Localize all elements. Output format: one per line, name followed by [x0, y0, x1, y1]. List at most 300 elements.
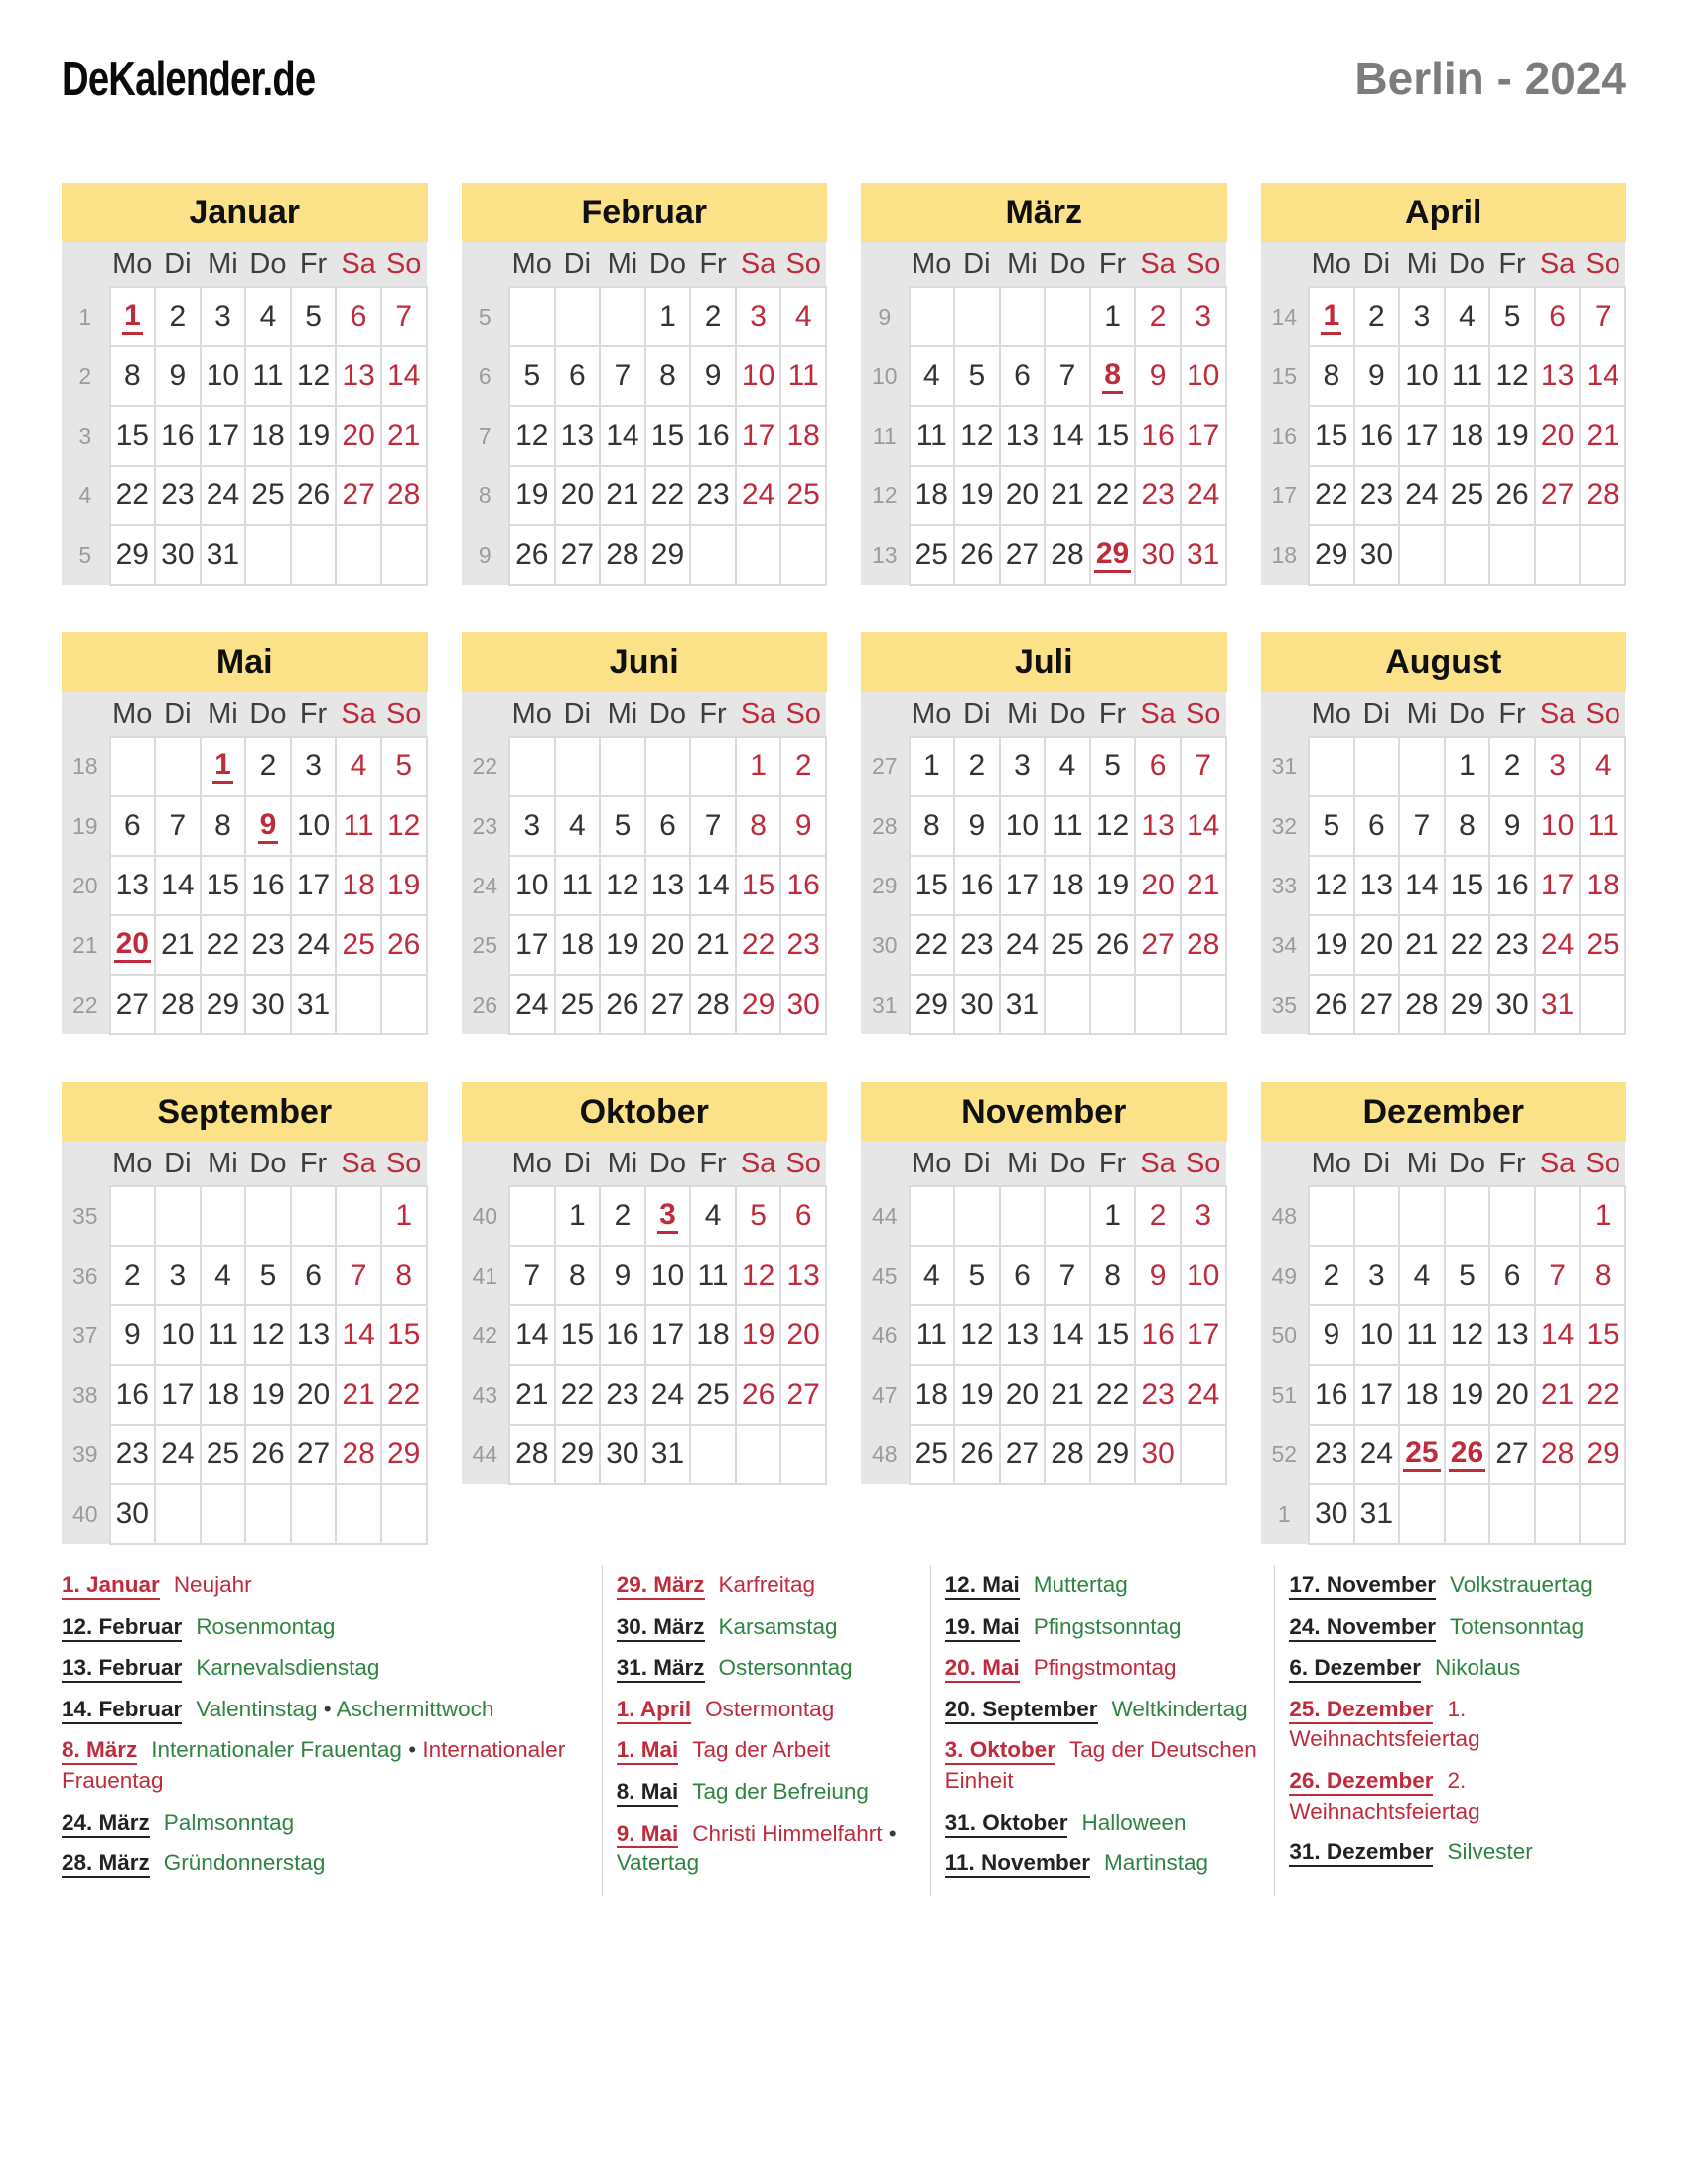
date-cell: 1 — [1090, 287, 1136, 346]
holiday-name: Karnevalsdienstag — [196, 1655, 380, 1681]
holiday-entry — [1289, 1695, 1615, 1755]
date-cell: 17 — [736, 406, 781, 466]
holiday-entry-date: 1. Januar — [62, 1572, 160, 1600]
date-cell: 15 — [1580, 1305, 1625, 1365]
date-cell: 20 — [1354, 915, 1400, 975]
holiday-entry-date: 11. November — [945, 1850, 1090, 1878]
weekday-header: Fr — [1090, 242, 1136, 287]
date-cell: 29 — [1090, 1425, 1136, 1484]
week-number-column-header — [462, 692, 510, 737]
date-cell: 26 — [1309, 975, 1354, 1034]
date-cell: 13 — [291, 1305, 337, 1365]
date-cell: 27 — [1489, 1425, 1535, 1484]
date-cell: 10 — [645, 1246, 691, 1305]
date-cell: 12 — [291, 346, 337, 406]
holiday-entry-date: 31. Dezember — [1289, 1840, 1433, 1867]
weekday-header: Fr — [1489, 242, 1535, 287]
date-cell: 30 — [1354, 525, 1400, 585]
date-cell: 21 — [600, 466, 645, 525]
weekday-header: Mi — [1000, 692, 1046, 737]
date-cell: 7 — [1181, 737, 1226, 796]
date-cell: 19 — [1309, 915, 1354, 975]
weekday-header: Sa — [1535, 1142, 1581, 1186]
week-number: 4 — [62, 466, 110, 525]
date-cell — [381, 1484, 427, 1544]
week-number: 51 — [1261, 1365, 1310, 1425]
weekday-header: Mi — [600, 692, 645, 737]
holiday-name: Vatertag — [616, 1850, 700, 1876]
date-cell: 22 — [1090, 466, 1136, 525]
date-cell: 21 — [1181, 856, 1226, 915]
public-holiday-date: 8 — [1102, 359, 1123, 395]
date-cell — [1045, 1186, 1090, 1246]
week-number: 46 — [861, 1305, 910, 1365]
date-cell: 26 — [1489, 466, 1535, 525]
date-cell: 11 — [1580, 796, 1625, 856]
date-cell: 21 — [1535, 1365, 1581, 1425]
date-cell: 26 — [381, 915, 427, 975]
date-cell: 18 — [910, 1365, 955, 1425]
site-logo[interactable]: DeKalender.de — [62, 53, 316, 106]
month-title: August — [1261, 632, 1627, 692]
date-cell: 23 — [1354, 466, 1400, 525]
holiday-name: Weltkindertag — [1111, 1696, 1248, 1721]
date-cell: 17 — [1181, 406, 1226, 466]
week-number: 3 — [62, 406, 110, 466]
date-cell: 27 — [1000, 1425, 1046, 1484]
weekday-header: Do — [245, 242, 291, 287]
date-cell — [645, 1186, 691, 1246]
date-cell: 12 — [954, 406, 1000, 466]
week-number: 35 — [62, 1186, 110, 1246]
week-number: 21 — [62, 915, 110, 975]
date-cell — [1580, 525, 1625, 585]
date-cell: 29 — [555, 1425, 601, 1484]
date-cell: 4 — [780, 287, 826, 346]
date-cell: 29 — [110, 525, 156, 585]
date-cell: 26 — [954, 525, 1000, 585]
date-cell — [1580, 1484, 1625, 1544]
bullet-separator: • — [401, 1737, 423, 1763]
holiday-name: 1. Weihnachtsfeiertag — [1289, 1696, 1480, 1752]
date-cell: 1 — [645, 287, 691, 346]
date-cell: 12 — [1489, 346, 1535, 406]
date-cell: 19 — [954, 466, 1000, 525]
date-cell: 7 — [336, 1246, 381, 1305]
holiday-name: 2. Weihnachtsfeiertag — [1289, 1767, 1480, 1824]
date-cell — [954, 287, 1000, 346]
week-number-column-header — [62, 692, 110, 737]
week-number-column-header — [462, 1142, 510, 1186]
date-cell: 9 — [1135, 1246, 1181, 1305]
date-cell: 17 — [155, 1365, 201, 1425]
date-cell — [1489, 1186, 1535, 1246]
holiday-entry — [1289, 1612, 1615, 1643]
date-cell: 5 — [1309, 796, 1354, 856]
date-cell — [201, 737, 246, 796]
week-number: 35 — [1261, 975, 1310, 1034]
date-cell: 6 — [336, 287, 381, 346]
week-number: 25 — [462, 915, 510, 975]
date-cell: 12 — [600, 856, 645, 915]
week-number-column-header — [861, 692, 910, 737]
date-cell: 6 — [1489, 1246, 1535, 1305]
date-cell: 9 — [780, 796, 826, 856]
date-cell: 10 — [155, 1305, 201, 1365]
date-cell: 30 — [600, 1425, 645, 1484]
date-cell: 10 — [1181, 1246, 1226, 1305]
date-cell: 10 — [1000, 796, 1046, 856]
date-cell — [509, 1186, 555, 1246]
date-cell: 2 — [1135, 287, 1181, 346]
date-cell: 11 — [555, 856, 601, 915]
week-number: 43 — [462, 1365, 510, 1425]
date-cell: 15 — [1445, 856, 1490, 915]
date-cell: 26 — [245, 1425, 291, 1484]
date-cell: 10 — [736, 346, 781, 406]
date-cell — [1445, 1425, 1490, 1484]
holiday-entry — [1289, 1653, 1615, 1684]
date-cell: 18 — [910, 466, 955, 525]
date-cell: 4 — [336, 737, 381, 796]
date-cell — [336, 525, 381, 585]
date-cell: 3 — [736, 287, 781, 346]
date-cell: 14 — [1181, 796, 1226, 856]
date-cell — [1535, 1186, 1581, 1246]
date-cell: 5 — [954, 346, 1000, 406]
date-cell: 20 — [780, 1305, 826, 1365]
date-cell: 29 — [736, 975, 781, 1034]
holiday-entry — [945, 1570, 1263, 1601]
week-number: 39 — [62, 1425, 110, 1484]
date-cell: 30 — [780, 975, 826, 1034]
date-cell: 30 — [1135, 1425, 1181, 1484]
holiday-name: Karfreitag — [718, 1572, 816, 1597]
holiday-entry — [617, 1653, 918, 1684]
region-year-title: Berlin - 2024 — [1354, 53, 1626, 104]
date-cell: 27 — [1000, 525, 1046, 585]
date-cell: 23 — [155, 466, 201, 525]
holiday-entry — [617, 1570, 918, 1601]
week-number-column-header — [1261, 1142, 1310, 1186]
week-number: 32 — [1261, 796, 1310, 856]
week-number: 45 — [861, 1246, 910, 1305]
date-cell — [155, 1186, 201, 1246]
date-cell: 11 — [910, 1305, 955, 1365]
weekday-header: Di — [555, 1142, 601, 1186]
month-calendar-table — [462, 1142, 828, 1485]
date-cell — [1181, 1425, 1226, 1484]
date-cell — [291, 1186, 337, 1246]
holiday-entry-date: 29. März — [617, 1572, 705, 1600]
date-cell — [1045, 287, 1090, 346]
date-cell — [1535, 1484, 1581, 1544]
date-cell: 4 — [201, 1246, 246, 1305]
weekday-header: Do — [645, 242, 691, 287]
week-number: 1 — [1261, 1484, 1310, 1544]
date-cell: 27 — [1535, 466, 1581, 525]
date-cell: 11 — [1445, 346, 1490, 406]
holiday-name: Internationaler Frauentag — [62, 1737, 566, 1793]
date-cell: 21 — [1045, 1365, 1090, 1425]
date-cell: 6 — [291, 1246, 337, 1305]
date-cell: 2 — [1309, 1246, 1354, 1305]
week-number: 6 — [462, 346, 510, 406]
date-cell: 14 — [1045, 406, 1090, 466]
month-calendar-table — [462, 242, 828, 586]
weekday-header: Fr — [690, 242, 736, 287]
date-cell: 16 — [245, 856, 291, 915]
date-cell — [1445, 525, 1490, 585]
holiday-entry-date: 6. Dezember — [1289, 1655, 1421, 1683]
date-cell — [1309, 287, 1354, 346]
week-number: 7 — [462, 406, 510, 466]
holiday-name: Totensonntag — [1449, 1613, 1585, 1639]
weekday-header: Sa — [336, 692, 381, 737]
date-cell: 19 — [381, 856, 427, 915]
holiday-name: Valentinstag — [196, 1696, 318, 1721]
date-cell — [1399, 1186, 1445, 1246]
weekday-header: Sa — [336, 1142, 381, 1186]
date-cell: 13 — [1000, 406, 1046, 466]
weekday-header: Mi — [201, 692, 246, 737]
date-cell: 4 — [1399, 1246, 1445, 1305]
date-cell: 8 — [910, 796, 955, 856]
date-cell: 25 — [910, 1425, 955, 1484]
holiday-entry — [617, 1612, 918, 1643]
holiday-entry-date: 9. Mai — [617, 1821, 679, 1848]
weekday-header: So — [780, 692, 826, 737]
month-calendar-table — [1261, 242, 1627, 586]
date-cell — [1445, 1484, 1490, 1544]
week-number: 23 — [462, 796, 510, 856]
date-cell: 21 — [155, 915, 201, 975]
week-number: 20 — [62, 856, 110, 915]
weekday-header: Mi — [600, 242, 645, 287]
date-cell: 3 — [201, 287, 246, 346]
date-cell: 8 — [1445, 796, 1490, 856]
date-cell — [336, 975, 381, 1034]
date-cell — [690, 525, 736, 585]
date-cell: 27 — [1135, 915, 1181, 975]
date-cell: 15 — [736, 856, 781, 915]
date-cell: 27 — [1354, 975, 1400, 1034]
date-cell: 25 — [690, 1365, 736, 1425]
date-cell: 30 — [155, 525, 201, 585]
date-cell — [1309, 1186, 1354, 1246]
week-number: 10 — [861, 346, 910, 406]
date-cell: 29 — [1445, 975, 1490, 1034]
date-cell: 7 — [1045, 1246, 1090, 1305]
date-cell: 29 — [645, 525, 691, 585]
date-cell: 3 — [509, 796, 555, 856]
month-2 — [462, 183, 828, 586]
holiday-entry-date: 17. November — [1289, 1572, 1436, 1600]
holiday-entry-date: 1. April — [617, 1697, 691, 1724]
date-cell — [1309, 737, 1354, 796]
date-cell: 4 — [555, 796, 601, 856]
date-cell: 7 — [381, 287, 427, 346]
weekday-header: So — [381, 242, 427, 287]
date-cell — [1354, 1186, 1400, 1246]
holiday-name: Pfingstsonntag — [1033, 1613, 1182, 1639]
week-number: 49 — [1261, 1246, 1310, 1305]
date-cell: 11 — [780, 346, 826, 406]
date-cell: 13 — [336, 346, 381, 406]
date-cell — [1090, 525, 1136, 585]
date-cell: 5 — [954, 1246, 1000, 1305]
date-cell — [600, 737, 645, 796]
date-cell: 24 — [155, 1425, 201, 1484]
date-cell: 7 — [1535, 1246, 1581, 1305]
week-number-column-header — [861, 242, 910, 287]
date-cell: 17 — [1354, 1365, 1400, 1425]
date-cell: 9 — [690, 346, 736, 406]
date-cell: 22 — [110, 466, 156, 525]
date-cell: 2 — [1135, 1186, 1181, 1246]
date-cell: 2 — [110, 1246, 156, 1305]
holiday-name: Pfingstmontag — [1033, 1655, 1177, 1681]
date-cell: 13 — [1535, 346, 1581, 406]
date-cell: 12 — [1309, 856, 1354, 915]
holiday-entry-date: 24. März — [62, 1810, 150, 1838]
holiday-entry — [617, 1819, 918, 1879]
date-cell: 21 — [690, 915, 736, 975]
holiday-entry — [617, 1695, 918, 1725]
weekday-header: Do — [245, 1142, 291, 1186]
date-cell: 24 — [1000, 915, 1046, 975]
date-cell: 16 — [1309, 1365, 1354, 1425]
date-cell: 30 — [245, 975, 291, 1034]
date-cell — [910, 287, 955, 346]
date-cell: 8 — [645, 346, 691, 406]
week-number: 50 — [1261, 1305, 1310, 1365]
weekday-header: Mo — [910, 242, 955, 287]
week-number: 34 — [1261, 915, 1310, 975]
week-number: 48 — [861, 1425, 910, 1484]
date-cell: 28 — [1181, 915, 1226, 975]
date-cell — [245, 796, 291, 856]
date-cell: 7 — [600, 346, 645, 406]
date-cell: 29 — [1309, 525, 1354, 585]
date-cell: 28 — [600, 525, 645, 585]
date-cell — [555, 287, 601, 346]
date-cell: 30 — [1309, 1484, 1354, 1544]
date-cell: 11 — [201, 1305, 246, 1365]
date-cell: 8 — [1580, 1246, 1625, 1305]
date-cell: 3 — [1000, 737, 1046, 796]
date-cell: 8 — [555, 1246, 601, 1305]
holiday-name: Internationaler Frauentag — [151, 1737, 402, 1763]
week-number: 24 — [462, 856, 510, 915]
date-cell: 13 — [110, 856, 156, 915]
date-cell: 30 — [110, 1484, 156, 1544]
date-cell: 24 — [1181, 1365, 1226, 1425]
holiday-column-1 — [62, 1565, 602, 1896]
date-cell: 2 — [690, 287, 736, 346]
week-number: 48 — [1261, 1186, 1310, 1246]
date-cell: 14 — [690, 856, 736, 915]
month-calendar-table — [1261, 692, 1627, 1035]
date-cell: 25 — [336, 915, 381, 975]
holiday-entry — [617, 1777, 918, 1808]
date-cell: 1 — [910, 737, 955, 796]
date-cell: 27 — [555, 525, 601, 585]
weekday-header: Mi — [1000, 1142, 1046, 1186]
holiday-entry-date: 20. Mai — [945, 1655, 1020, 1683]
date-cell: 22 — [645, 466, 691, 525]
date-cell: 20 — [1000, 466, 1046, 525]
date-cell: 15 — [1309, 406, 1354, 466]
date-cell: 15 — [1090, 406, 1136, 466]
week-number: 28 — [861, 796, 910, 856]
holiday-entry — [1289, 1570, 1615, 1601]
date-cell: 23 — [1489, 915, 1535, 975]
date-cell — [1399, 1484, 1445, 1544]
date-cell: 12 — [245, 1305, 291, 1365]
date-cell — [780, 1425, 826, 1484]
weekday-header: Di — [1354, 1142, 1400, 1186]
weekday-header: Do — [1045, 1142, 1090, 1186]
date-cell: 18 — [245, 406, 291, 466]
date-cell: 3 — [1181, 1186, 1226, 1246]
date-cell: 25 — [1580, 915, 1625, 975]
date-cell: 17 — [1000, 856, 1046, 915]
date-cell: 29 — [910, 975, 955, 1034]
weekday-header: Mo — [110, 692, 156, 737]
date-cell: 15 — [381, 1305, 427, 1365]
holiday-entry — [945, 1735, 1263, 1796]
date-cell: 29 — [201, 975, 246, 1034]
date-cell: 10 — [1181, 346, 1226, 406]
date-cell: 27 — [780, 1365, 826, 1425]
date-cell: 21 — [1045, 466, 1090, 525]
week-number: 5 — [462, 287, 510, 346]
date-cell: 18 — [1045, 856, 1090, 915]
date-cell: 23 — [110, 1425, 156, 1484]
holiday-name: Neujahr — [173, 1572, 252, 1597]
date-cell: 11 — [1399, 1305, 1445, 1365]
weekday-header: So — [1580, 242, 1625, 287]
week-number: 27 — [861, 737, 910, 796]
date-cell: 3 — [155, 1246, 201, 1305]
date-cell — [1045, 975, 1090, 1034]
date-cell: 23 — [1135, 466, 1181, 525]
months-grid — [62, 183, 1626, 1545]
weekday-header: So — [381, 1142, 427, 1186]
date-cell — [1181, 975, 1226, 1034]
date-cell: 26 — [736, 1365, 781, 1425]
weekday-header: So — [1580, 692, 1625, 737]
date-cell: 9 — [600, 1246, 645, 1305]
date-cell: 10 — [201, 346, 246, 406]
holiday-entry — [945, 1808, 1263, 1839]
weekday-header: Sa — [736, 692, 781, 737]
date-cell: 19 — [736, 1305, 781, 1365]
date-cell: 19 — [291, 406, 337, 466]
weekday-header: Mi — [1399, 242, 1445, 287]
date-cell: 17 — [1535, 856, 1581, 915]
date-cell: 8 — [381, 1246, 427, 1305]
date-cell — [910, 1186, 955, 1246]
date-cell: 24 — [1181, 466, 1226, 525]
date-cell: 7 — [155, 796, 201, 856]
date-cell: 25 — [910, 525, 955, 585]
date-cell: 18 — [780, 406, 826, 466]
date-cell — [110, 915, 156, 975]
holiday-entry-date: 13. Februar — [62, 1655, 182, 1683]
date-cell — [1090, 975, 1136, 1034]
